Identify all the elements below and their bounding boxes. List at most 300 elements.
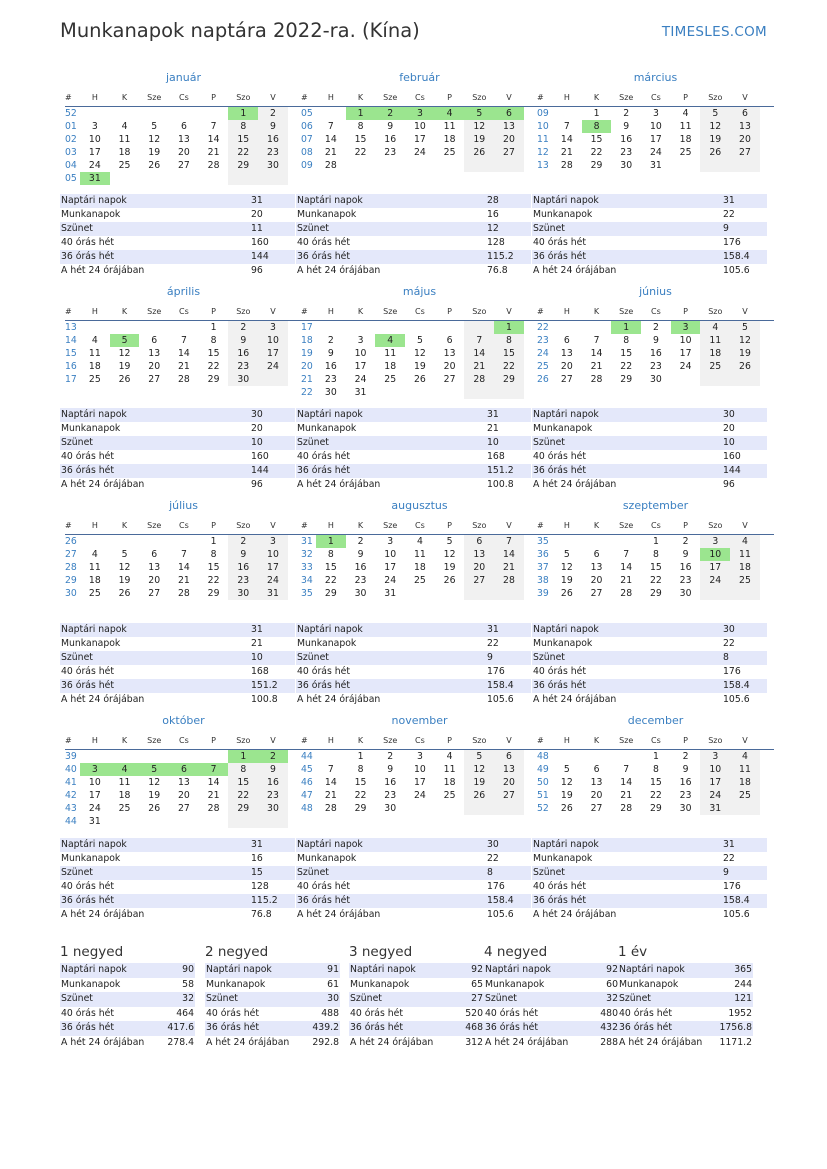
stat-label: 40 órás hét [61, 237, 115, 248]
day-cell: 7 [327, 121, 334, 132]
week-row [537, 802, 774, 815]
day-cell: 13 [590, 777, 603, 788]
day-cell [582, 535, 612, 548]
day-cell: 4 [121, 121, 128, 132]
month-stats [296, 838, 531, 922]
stat-row [296, 679, 531, 693]
stat-value: 90 [182, 964, 194, 975]
day-cell [552, 535, 582, 548]
day-cell: 30 [620, 160, 633, 171]
week-number: 11 [537, 134, 549, 145]
quarter-rows [618, 963, 753, 1050]
day-cell [258, 172, 288, 185]
stat-label: A hét 24 órájában [61, 265, 145, 276]
day-cell [435, 159, 465, 172]
month-stats [60, 623, 295, 707]
day-cell: 17 [679, 348, 692, 359]
day-cell: 15 [649, 562, 662, 573]
quarter-block [60, 943, 195, 1050]
stat-label: 36 órás hét [350, 1022, 404, 1033]
day-cell: 30 [354, 588, 367, 599]
week-row [65, 360, 302, 373]
week-row [65, 347, 302, 360]
day-cell: 9 [327, 348, 334, 359]
day-cell: 12 [148, 134, 161, 145]
day-cell: 29 [590, 160, 603, 171]
week-row [65, 587, 302, 600]
day-cell: 11 [413, 549, 426, 560]
stat-row [532, 264, 767, 278]
day-cell: 4 [91, 335, 98, 346]
stat-value: 65 [471, 978, 483, 990]
quarter-stat-row [484, 978, 619, 993]
quarter-stat-row [618, 963, 753, 978]
stat-value: 464 [176, 1007, 194, 1019]
day-cell: 20 [494, 776, 524, 789]
stat-label: Naptári napok [485, 964, 551, 975]
month-name: május [402, 285, 437, 298]
brand-link[interactable]: TIMESLES.COM [661, 24, 767, 40]
day-cell [110, 750, 140, 763]
week-row [65, 120, 302, 133]
day-cell [552, 107, 582, 120]
quarter-stat-row [349, 1021, 484, 1036]
week-row [537, 750, 774, 763]
day-cell: 26 [148, 803, 161, 814]
day-cell: 1 [210, 536, 217, 547]
day-cell: 8 [582, 120, 612, 133]
day-cell: 1 [316, 535, 346, 548]
quarter-stat-row [484, 1036, 619, 1051]
week-row [537, 360, 774, 373]
day-cell: 1 [652, 536, 659, 547]
stat-value: 144 [723, 465, 741, 476]
day-cell: 23 [258, 146, 288, 159]
weekday-label: P [447, 93, 452, 102]
day-cell: 18 [413, 562, 426, 573]
day-cell [80, 107, 110, 120]
stat-value: 128 [487, 237, 505, 248]
month-calendar [301, 71, 538, 172]
day-cell: 6 [464, 535, 494, 548]
day-cell [110, 107, 140, 120]
day-cell [110, 815, 140, 828]
day-cell: 27 [730, 146, 760, 159]
stat-row [296, 208, 531, 222]
day-cell: 20 [730, 133, 760, 146]
day-cell: 29 [207, 588, 220, 599]
day-cell: 26 [464, 789, 494, 802]
day-cell: 2 [228, 535, 258, 548]
stat-value: 22 [723, 853, 735, 864]
stat-row [60, 264, 295, 278]
stat-value: 278.4 [167, 1036, 194, 1048]
stat-label: Munkanapok [61, 638, 121, 649]
weekday-label: K [121, 93, 128, 102]
day-cell: 30 [258, 802, 288, 815]
day-cell [552, 321, 582, 334]
day-cell [258, 815, 288, 828]
weekday-header [301, 734, 538, 750]
stat-row [532, 852, 767, 866]
month-stats [532, 194, 767, 278]
day-cell: 23 [679, 575, 692, 586]
day-cell: 3 [652, 108, 659, 119]
week-number: 15 [65, 348, 77, 359]
day-cell [730, 587, 760, 600]
stat-label: 40 órás hét [61, 881, 115, 892]
day-cell: 5 [700, 107, 730, 120]
day-cell: 7 [464, 334, 494, 347]
month-name: november [391, 714, 448, 727]
day-cell: 9 [258, 120, 288, 133]
weekday-label: P [447, 307, 452, 316]
stat-value: 312 [465, 1036, 483, 1048]
stat-row [60, 236, 295, 250]
day-cell: 4 [682, 108, 689, 119]
day-cell: 28 [464, 373, 494, 386]
week-number: 26 [65, 536, 77, 547]
week-number: 39 [65, 751, 77, 762]
weekday-label: H [327, 736, 334, 745]
day-cell: 4 [375, 334, 405, 347]
weekday-label: # [301, 93, 308, 102]
weekday-header [301, 305, 538, 321]
quarter-rows [349, 963, 484, 1050]
stat-label: A hét 24 órájában [533, 265, 617, 276]
day-cell [375, 321, 405, 334]
day-cell: 10 [354, 348, 367, 359]
quarter-stat-row [349, 992, 484, 1007]
day-cell: 24 [413, 790, 426, 801]
day-cell [435, 802, 465, 815]
day-cell: 15 [649, 777, 662, 788]
stat-row [532, 665, 767, 679]
week-number: 35 [301, 588, 313, 599]
stat-label: Naptári napok [297, 195, 363, 206]
stat-row [532, 436, 767, 450]
day-cell: 11 [384, 348, 397, 359]
weekday-label: P [447, 736, 452, 745]
day-cell [346, 321, 376, 334]
day-cell: 14 [620, 562, 633, 573]
stat-row [532, 693, 767, 707]
day-cell: 7 [563, 121, 570, 132]
weekday-label: Sze [619, 307, 634, 316]
stat-row [532, 651, 767, 665]
weekday-label: Szo [236, 307, 251, 316]
stat-label: A hét 24 órájában [297, 694, 381, 705]
weekday-header [65, 305, 302, 321]
stat-row [296, 222, 531, 236]
day-cell: 20 [560, 361, 573, 372]
day-cell [110, 321, 140, 334]
stat-value: 31 [251, 195, 263, 206]
day-cell: 3 [387, 536, 394, 547]
weekday-label: Szo [472, 521, 487, 530]
weekday-label: V [270, 307, 276, 316]
day-cell: 29 [354, 803, 367, 814]
week-number: 21 [301, 374, 313, 385]
week-number: 49 [537, 764, 549, 775]
stat-row [60, 208, 295, 222]
day-cell [405, 386, 435, 399]
stat-label: 36 órás hét [61, 895, 115, 906]
day-cell: 25 [118, 803, 131, 814]
day-cell: 6 [494, 750, 524, 763]
weekday-label: K [357, 521, 364, 530]
day-cell: 25 [679, 147, 692, 158]
weekday-label: # [537, 736, 544, 745]
day-cell: 12 [700, 120, 730, 133]
stat-value: 115.2 [251, 895, 278, 906]
stat-value: 100.8 [251, 694, 278, 705]
day-cell [494, 159, 524, 172]
week-number: 26 [537, 374, 549, 385]
day-cell: 11 [118, 134, 131, 145]
stat-value: 115.2 [487, 251, 514, 262]
day-cell: 23 [228, 574, 258, 587]
stat-label: A hét 24 órájában [533, 694, 617, 705]
day-cell: 8 [494, 334, 524, 347]
stat-label: 40 órás hét [297, 666, 351, 677]
stat-label: Szünet [533, 223, 565, 234]
day-cell: 25 [730, 574, 760, 587]
day-cell: 12 [443, 549, 456, 560]
weekday-label: V [742, 736, 748, 745]
weekday-label: H [91, 93, 98, 102]
stat-label: 36 órás hét [533, 895, 587, 906]
stat-value: 176 [723, 237, 741, 248]
stat-label: A hét 24 órájában [297, 265, 381, 276]
stat-label: A hét 24 órájában [297, 479, 381, 490]
stat-row [532, 464, 767, 478]
stat-value: 1171.2 [719, 1036, 752, 1048]
stat-row [532, 894, 767, 908]
day-cell: 29 [228, 802, 258, 815]
day-cell: 14 [207, 777, 220, 788]
weekday-label: V [742, 521, 748, 530]
day-cell: 11 [730, 763, 760, 776]
stat-label: 40 órás hét [533, 451, 587, 462]
day-cell: 29 [649, 588, 662, 599]
weekday-label: # [301, 736, 308, 745]
week-row [65, 776, 302, 789]
day-cell: 7 [623, 549, 630, 560]
week-row [65, 802, 302, 815]
stat-label: A hét 24 órájában [533, 909, 617, 920]
quarter-stat-row [618, 992, 753, 1007]
week-row [65, 789, 302, 802]
day-cell: 8 [327, 549, 334, 560]
stat-row [296, 908, 531, 922]
day-cell: 2 [258, 750, 288, 763]
day-cell: 27 [560, 374, 573, 385]
stat-value: 28 [487, 195, 499, 206]
quarter-stat-row [205, 1036, 340, 1051]
day-cell [582, 750, 612, 763]
day-cell: 3 [671, 321, 701, 334]
day-cell: 12 [560, 777, 573, 788]
weekday-label: # [65, 521, 72, 530]
weekday-label: H [563, 93, 570, 102]
day-cell [700, 373, 730, 386]
day-cell: 23 [228, 360, 258, 373]
page-title: Munkanapok naptára 2022-ra. (Kína) [60, 19, 420, 42]
weekday-label: # [65, 307, 72, 316]
weekday-label: V [506, 521, 512, 530]
month-calendar [65, 285, 302, 386]
month-name: szeptember [622, 499, 689, 512]
day-cell: 5 [563, 549, 570, 560]
day-cell: 13 [177, 777, 190, 788]
day-cell: 16 [354, 562, 367, 573]
stat-label: A hét 24 órájában [61, 909, 145, 920]
week-number: 46 [301, 777, 313, 788]
weekday-header [537, 519, 774, 535]
week-number: 41 [65, 777, 77, 788]
day-cell: 2 [652, 322, 659, 333]
quarter-rows [60, 963, 195, 1050]
day-cell: 9 [623, 121, 630, 132]
week-number: 17 [301, 322, 313, 333]
month-stats [532, 623, 767, 707]
day-cell: 13 [177, 134, 190, 145]
stat-row [296, 866, 531, 880]
day-cell: 22 [354, 147, 367, 158]
stat-value: 151.2 [251, 680, 278, 691]
weekday-header [65, 91, 302, 107]
weekday-label: H [563, 736, 570, 745]
day-cell: 24 [649, 147, 662, 158]
day-cell: 3 [258, 321, 288, 334]
weekday-label: P [683, 736, 688, 745]
day-cell: 22 [354, 790, 367, 801]
day-cell: 20 [494, 133, 524, 146]
day-cell: 18 [118, 790, 131, 801]
day-cell: 24 [413, 147, 426, 158]
week-row [301, 334, 538, 347]
weekday-label: Szo [236, 736, 251, 745]
day-cell: 15 [354, 777, 367, 788]
day-cell: 12 [464, 763, 494, 776]
stat-value: 30 [723, 409, 735, 420]
day-cell: 24 [354, 374, 367, 385]
quarter-stat-row [60, 1021, 195, 1036]
week-number: 42 [65, 790, 77, 801]
weekday-label: Szo [708, 521, 723, 530]
stat-label: 36 órás hét [297, 895, 351, 906]
stat-row [296, 838, 531, 852]
day-cell: 10 [88, 134, 101, 145]
day-cell: 28 [620, 803, 633, 814]
weekday-label: Szo [708, 736, 723, 745]
day-cell [139, 172, 169, 185]
quarter-stat-row [60, 1036, 195, 1051]
weekday-label: Szo [708, 93, 723, 102]
weekday-header [301, 519, 538, 535]
week-number: 51 [537, 790, 549, 801]
week-row [301, 120, 538, 133]
weekday-label: # [537, 307, 544, 316]
day-cell: 13 [148, 348, 161, 359]
week-row [301, 587, 538, 600]
day-cell: 16 [620, 134, 633, 145]
day-cell: 28 [620, 588, 633, 599]
week-row [301, 321, 538, 334]
weekday-label: Cs [179, 93, 189, 102]
stat-row [60, 651, 295, 665]
day-cell: 21 [620, 790, 633, 801]
weekday-label: Szo [236, 521, 251, 530]
stat-value: 8 [723, 652, 729, 663]
weekday-header [537, 91, 774, 107]
week-number: 29 [65, 575, 77, 586]
day-cell: 26 [700, 146, 730, 159]
stat-label: Munkanapok [297, 209, 357, 220]
weekday-label: Szo [472, 736, 487, 745]
day-cell: 5 [121, 549, 128, 560]
week-number: 13 [537, 160, 549, 171]
day-cell: 10 [258, 334, 288, 347]
day-cell: 13 [730, 120, 760, 133]
day-cell: 28 [324, 160, 337, 171]
day-cell [199, 107, 229, 120]
stat-value: 100.8 [487, 479, 514, 490]
day-cell: 14 [464, 347, 494, 360]
day-cell: 18 [88, 361, 101, 372]
day-cell [464, 386, 494, 399]
day-cell: 25 [88, 374, 101, 385]
day-cell: 10 [700, 763, 730, 776]
stat-label: Naptári napok [297, 409, 363, 420]
week-row [301, 750, 538, 763]
day-cell: 25 [443, 147, 456, 158]
day-cell [700, 587, 730, 600]
stat-row [532, 880, 767, 894]
stat-label: Szünet [61, 223, 93, 234]
day-cell [110, 172, 140, 185]
week-number: 39 [537, 588, 549, 599]
stat-row [296, 264, 531, 278]
day-cell: 27 [148, 374, 161, 385]
week-row [537, 120, 774, 133]
day-cell: 9 [228, 548, 258, 561]
day-cell: 17 [649, 134, 662, 145]
week-row [65, 750, 302, 763]
day-cell: 8 [210, 549, 217, 560]
day-cell [80, 535, 110, 548]
day-cell: 24 [679, 361, 692, 372]
day-cell: 26 [118, 588, 131, 599]
quarter-stat-row [349, 963, 484, 978]
stat-label: 40 órás hét [533, 666, 587, 677]
day-cell: 12 [560, 562, 573, 573]
week-row [301, 373, 538, 386]
day-cell: 17 [258, 561, 288, 574]
day-cell: 19 [560, 790, 573, 801]
stat-label: 40 órás hét [297, 451, 351, 462]
weekday-label: # [537, 521, 544, 530]
day-cell [169, 172, 199, 185]
day-cell: 14 [560, 134, 573, 145]
stat-label: 36 órás hét [61, 1022, 115, 1033]
day-cell: 27 [590, 803, 603, 814]
day-cell: 20 [590, 575, 603, 586]
day-cell: 9 [357, 549, 364, 560]
week-row [301, 789, 538, 802]
stat-label: Szünet [297, 867, 329, 878]
